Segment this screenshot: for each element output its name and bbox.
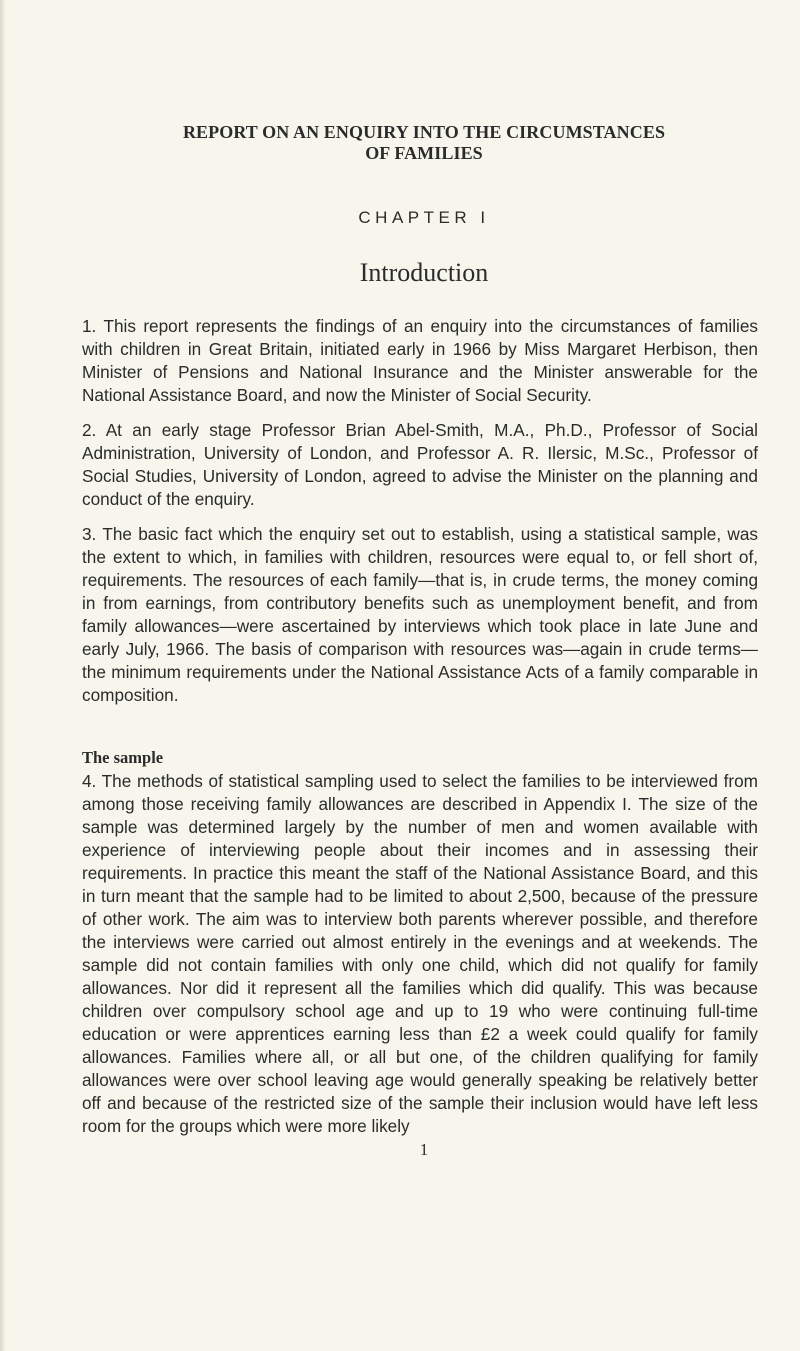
report-title-line-2: OF FAMILIES [365,143,483,163]
report-title-line-1: REPORT ON AN ENQUIRY INTO THE CIRCUMSTANCES [182,122,666,142]
paragraph-3: 3. The basic fact which the enquiry set out to establish, using a statistical sample, was the extent to which, in families with children, resources were equal to, or fell short of, requirements. The resources of each family—that is, in crude terms, the money coming in from earnings, from contributory benefits such as unemployment benefit, and from family allowances—were ascertained by interviews which took place in late June and early July, 1966. The basis of comparison with resources was—again in crude terms—the minimum requirements under the National Assistance Acts of a family comparable in composition. [82,524,758,705]
subheading-sample: The sample [82,748,164,767]
page-binding-edge [0,0,6,1351]
report-title [82,122,758,164]
paragraph-2: 2. At an early stage Professor Brian Abel-Smith, M.A., Ph.D., Professor of Social Administration, University of London, and Professor A. R. Ilersic, M.Sc., Professor of Social Studies, University of London, agreed to advise the Minister on the planning and conduct of the enquiry. [82,420,758,509]
paragraph-4: 4. The methods of statistical sampling used to select the families to be interviewed from among those receiving family allowances are described in Appendix I. The size of the sample was determined largely by the number of men and women available with experience of interviewing people about their incomes and in assessing their requirements. In practice this meant the staff of the National Assistance Board, and this in turn meant that the sample had to be limited to about 2,500, because of the pressure of other work. The aim was to interview both parents wherever possible, and therefore the interviews were carried out almost entirely in the evenings and at weekends. The sample did not contain families with only one child, which did not qualify for family allowances. Nor did it represent all the families which did qualify. This was because children over compulsory school age and up to 19 who were continuing full-time education or were apprentices earning less than £2 a week could qualify for family allowances. Families where all, or all but one, of the children qualifying for family allowances were over school leaving age would generally speaking be relatively better off and because of the restricted size of the sample their inclusion would have left less room for the groups which were more likely [82,771,758,1136]
document-page [82,122,758,1160]
section-title: Introduction [359,258,489,287]
chapter-heading: CHAPTER I [358,208,490,227]
paragraph-1: 1. This report represents the findings of an enquiry into the circumstances of families with children in Great Britain, initiated early in 1966 by Miss Margaret Herbison, then Minister of Pensions and National Insurance and the Minister answerable for the National Assistance Board, and now the Minister of Social Security. [82,316,758,405]
page-number: 1 [419,1140,429,1159]
